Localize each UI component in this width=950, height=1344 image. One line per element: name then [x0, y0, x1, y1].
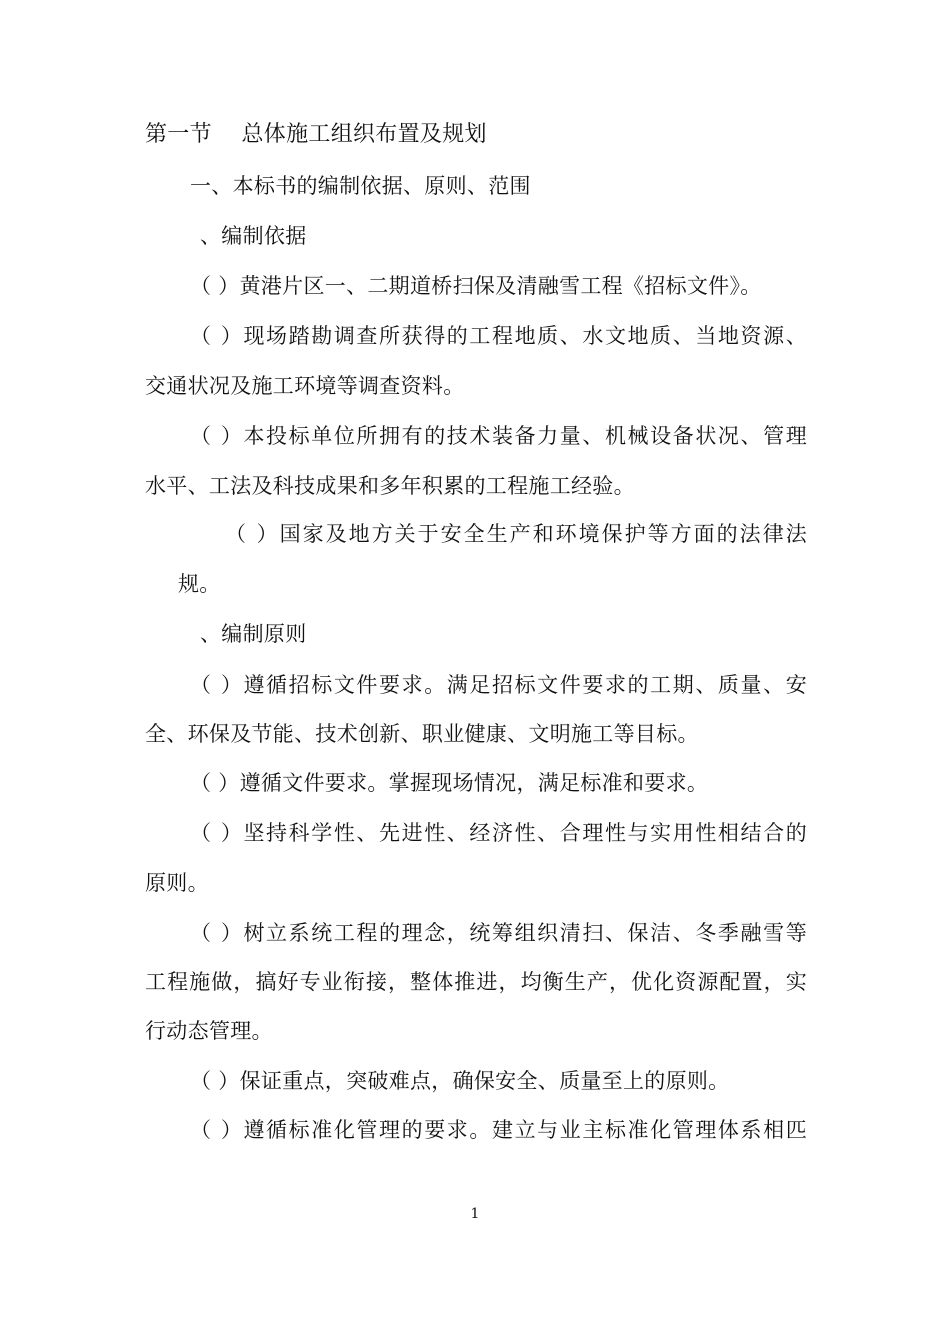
page-number: 1: [470, 1206, 480, 1222]
principles-item-4-line-2: 工程施做，搞好专业衔接，整体推进，均衡生产，优化资源配置，实: [145, 970, 807, 994]
principles-heading: 、编制原则: [200, 622, 307, 646]
principles-item-1-line-2: 全、环保及节能、技术创新、职业健康、文明施工等目标。: [145, 722, 699, 746]
principles-item-5: （ ）保证重点，突破难点，确保安全、质量至上的原则。: [190, 1069, 730, 1093]
principles-item-4-line-3: 行动态管理。: [145, 1019, 273, 1043]
basis-item-2-line-1: （ ）现场踏勘调查所获得的工程地质、水文地质、当地资源、: [190, 324, 807, 348]
section-title: 第一节 总体施工组织布置及规划: [145, 122, 487, 147]
basis-item-3-line-1: （ ）本投标单位所拥有的技术装备力量、机械设备状况、管理: [190, 424, 807, 448]
basis-item-4-line-1: （ ）国家及地方关于安全生产和环境保护等方面的法律法: [225, 522, 807, 546]
basis-item-4-line-2: 规。: [178, 572, 221, 596]
principles-item-1-line-1: （ ）遵循招标文件要求。满足招标文件要求的工期、质量、安: [190, 673, 807, 697]
principles-item-3-line-1: （ ）坚持科学性、先进性、经济性、合理性与实用性相结合的: [190, 821, 807, 845]
basis-item-2-line-2: 交通状况及施工环境等调查资料。: [145, 374, 465, 398]
subsection-title: 一、本标书的编制依据、原则、范围: [190, 174, 531, 198]
basis-item-3-line-2: 水平、工法及科技成果和多年积累的工程施工经验。: [145, 474, 635, 498]
principles-item-3-line-2: 原则。: [145, 871, 209, 895]
principles-item-2: （ ）遵循文件要求。掌握现场情况，满足标准和要求。: [190, 771, 709, 795]
basis-heading: 、编制依据: [200, 224, 307, 248]
principles-item-6-line-1: （ ）遵循标准化管理的要求。建立与业主标准化管理体系相匹: [190, 1118, 807, 1142]
principles-item-4-line-1: （ ）树立系统工程的理念，统筹组织清扫、保洁、冬季融雪等: [190, 921, 807, 945]
basis-item-1: （ ）黄港片区一、二期道桥扫保及清融雪工程《招标文件》。: [190, 274, 762, 298]
